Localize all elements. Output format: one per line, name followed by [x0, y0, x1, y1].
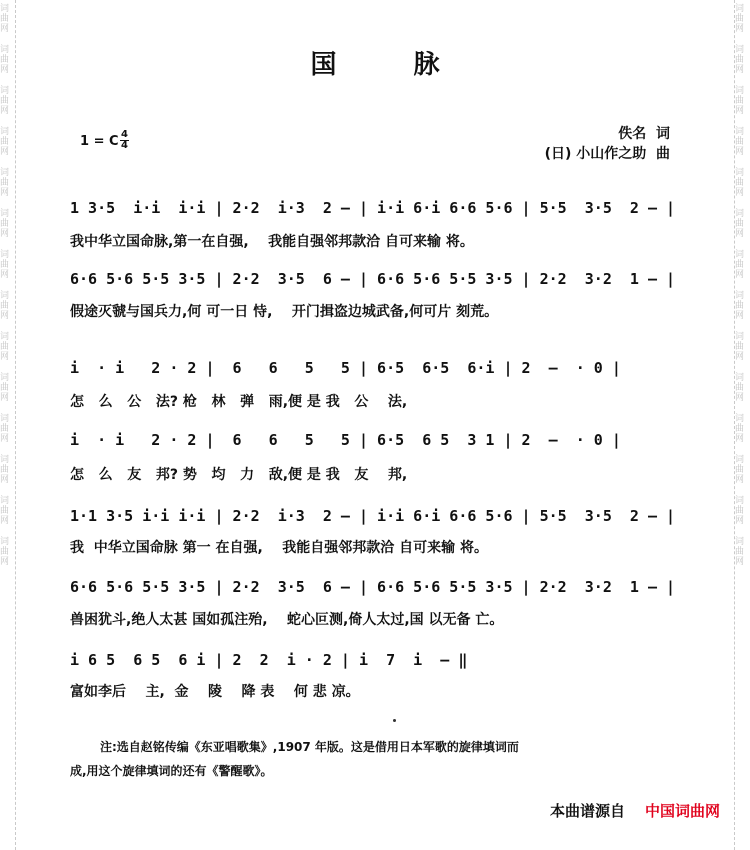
time-signature-bottom: 4 [121, 140, 128, 151]
lyrics-row: 怎 么 公 法? 枪 林 弹 雨,便 是 我 公 法, [70, 394, 408, 410]
composer-credit: (日) 小山作之助 曲 [544, 146, 670, 162]
lyrics-row: 我中华立国命脉,第一在自强, 我能自强邻邦款洽 自可来输 将。 [70, 234, 474, 250]
watermark: 词曲网 [735, 168, 745, 198]
watermark: 词曲网 [0, 4, 10, 34]
watermark: 词曲网 [735, 455, 745, 485]
watermark: 词曲网 [735, 373, 745, 403]
footnote-line-1: 注:选自赵铭传编《东亚唱歌集》,1907 年版。这是借用日本军歌的旋律填词而 [100, 740, 519, 754]
watermark: 词曲网 [0, 86, 10, 116]
watermark: 词曲网 [735, 209, 745, 239]
watermark: 词曲网 [0, 496, 10, 526]
watermark: 词曲网 [0, 291, 10, 321]
source-footer [550, 800, 720, 821]
watermark: 词曲网 [735, 537, 745, 567]
watermark: 词曲网 [0, 250, 10, 280]
watermark: 词曲网 [735, 127, 745, 157]
right-watermark-rail [734, 0, 750, 850]
credits [545, 124, 670, 164]
notation-row: 1 3·5 i·i i·i | 2·2 i·3 2 — | i·i 6·i 6·6 5·6 | 5·5 3·5 2 — | [70, 199, 676, 217]
watermark: 词曲网 [735, 496, 745, 526]
watermark: 词曲网 [0, 455, 10, 485]
watermark: 词曲网 [735, 45, 745, 75]
site-brand-link[interactable]: 中国词曲网 [644, 802, 720, 820]
notation-row: 6·6 5·6 5·5 3·5 | 2·2 3·5 6 — | 6·6 5·6 5·5 3·5 | 2·2 3·2 1 — | [70, 270, 676, 288]
song-title: 国 脉 [310, 50, 474, 80]
watermark: 词曲网 [735, 4, 745, 34]
lyrics-row: 我 中华立国命脉 第一 在自强, 我能自强邻邦款洽 自可来输 将。 [70, 540, 489, 556]
watermark: 词曲网 [0, 373, 10, 403]
lyrics-row: 兽困犹斗,绝人太甚 国如孤注殆, 蛇心叵测,倚人太过,国 以无备 亡。 [70, 612, 504, 628]
watermark: 词曲网 [735, 250, 745, 280]
lyricist-credit: 佚名 词 [618, 126, 670, 142]
watermark: 词曲网 [735, 414, 745, 444]
left-watermark-rail [0, 0, 16, 850]
watermark: 词曲网 [735, 332, 745, 362]
lyrics-row: 假途灭虢与国兵力,何 可一日 恃, 开门揖盗边城武备,何可片 刻荒。 [70, 304, 499, 320]
time-signature-top: 4 [121, 129, 128, 140]
source-label: 本曲谱源自 [549, 802, 625, 820]
watermark: 词曲网 [0, 168, 10, 198]
watermark: 词曲网 [735, 291, 745, 321]
lyrics-row: 富如李后 主, 金 陵 降 表 何 悲 凉。 [70, 684, 360, 700]
time-signature [120, 130, 129, 151]
notation-row: i · i 2 · 2 | 6 6 5 5 | 6·5 6·5 6·i | 2 — · 0 | [70, 359, 621, 377]
watermark: 词曲网 [0, 127, 10, 157]
key-signature: 1 = C [80, 134, 119, 149]
lyrics-row: 怎 么 友 邦? 势 均 力 敌,便 是 我 友 邦, [70, 467, 408, 483]
notation-row: 1·1 3·5 i·i i·i | 2·2 i·3 2 — | i·i 6·i 6·6 5·6 | 5·5 3·5 2 — | [70, 507, 676, 525]
watermark: 词曲网 [735, 86, 745, 116]
notation-row: i 6 5 6 5 6 i | 2 2 i · 2 | i 7 i — ‖ [70, 651, 468, 669]
watermark: 词曲网 [0, 45, 10, 75]
watermark: 词曲网 [0, 414, 10, 444]
stray-dot [393, 719, 396, 722]
notation-row: i · i 2 · 2 | 6 6 5 5 | 6·5 6 5 3 1 | 2 — · 0 | [70, 431, 621, 449]
footnote-line-2: 成,用这个旋律填词的还有《警醒歌》。 [70, 764, 273, 778]
watermark: 词曲网 [0, 332, 10, 362]
watermark: 词曲网 [0, 537, 10, 567]
watermark: 词曲网 [0, 209, 10, 239]
notation-row: 6·6 5·6 5·5 3·5 | 2·2 3·5 6 — | 6·6 5·6 5·5 3·5 | 2·2 3·2 1 — | [70, 578, 676, 596]
footnote [70, 735, 680, 783]
